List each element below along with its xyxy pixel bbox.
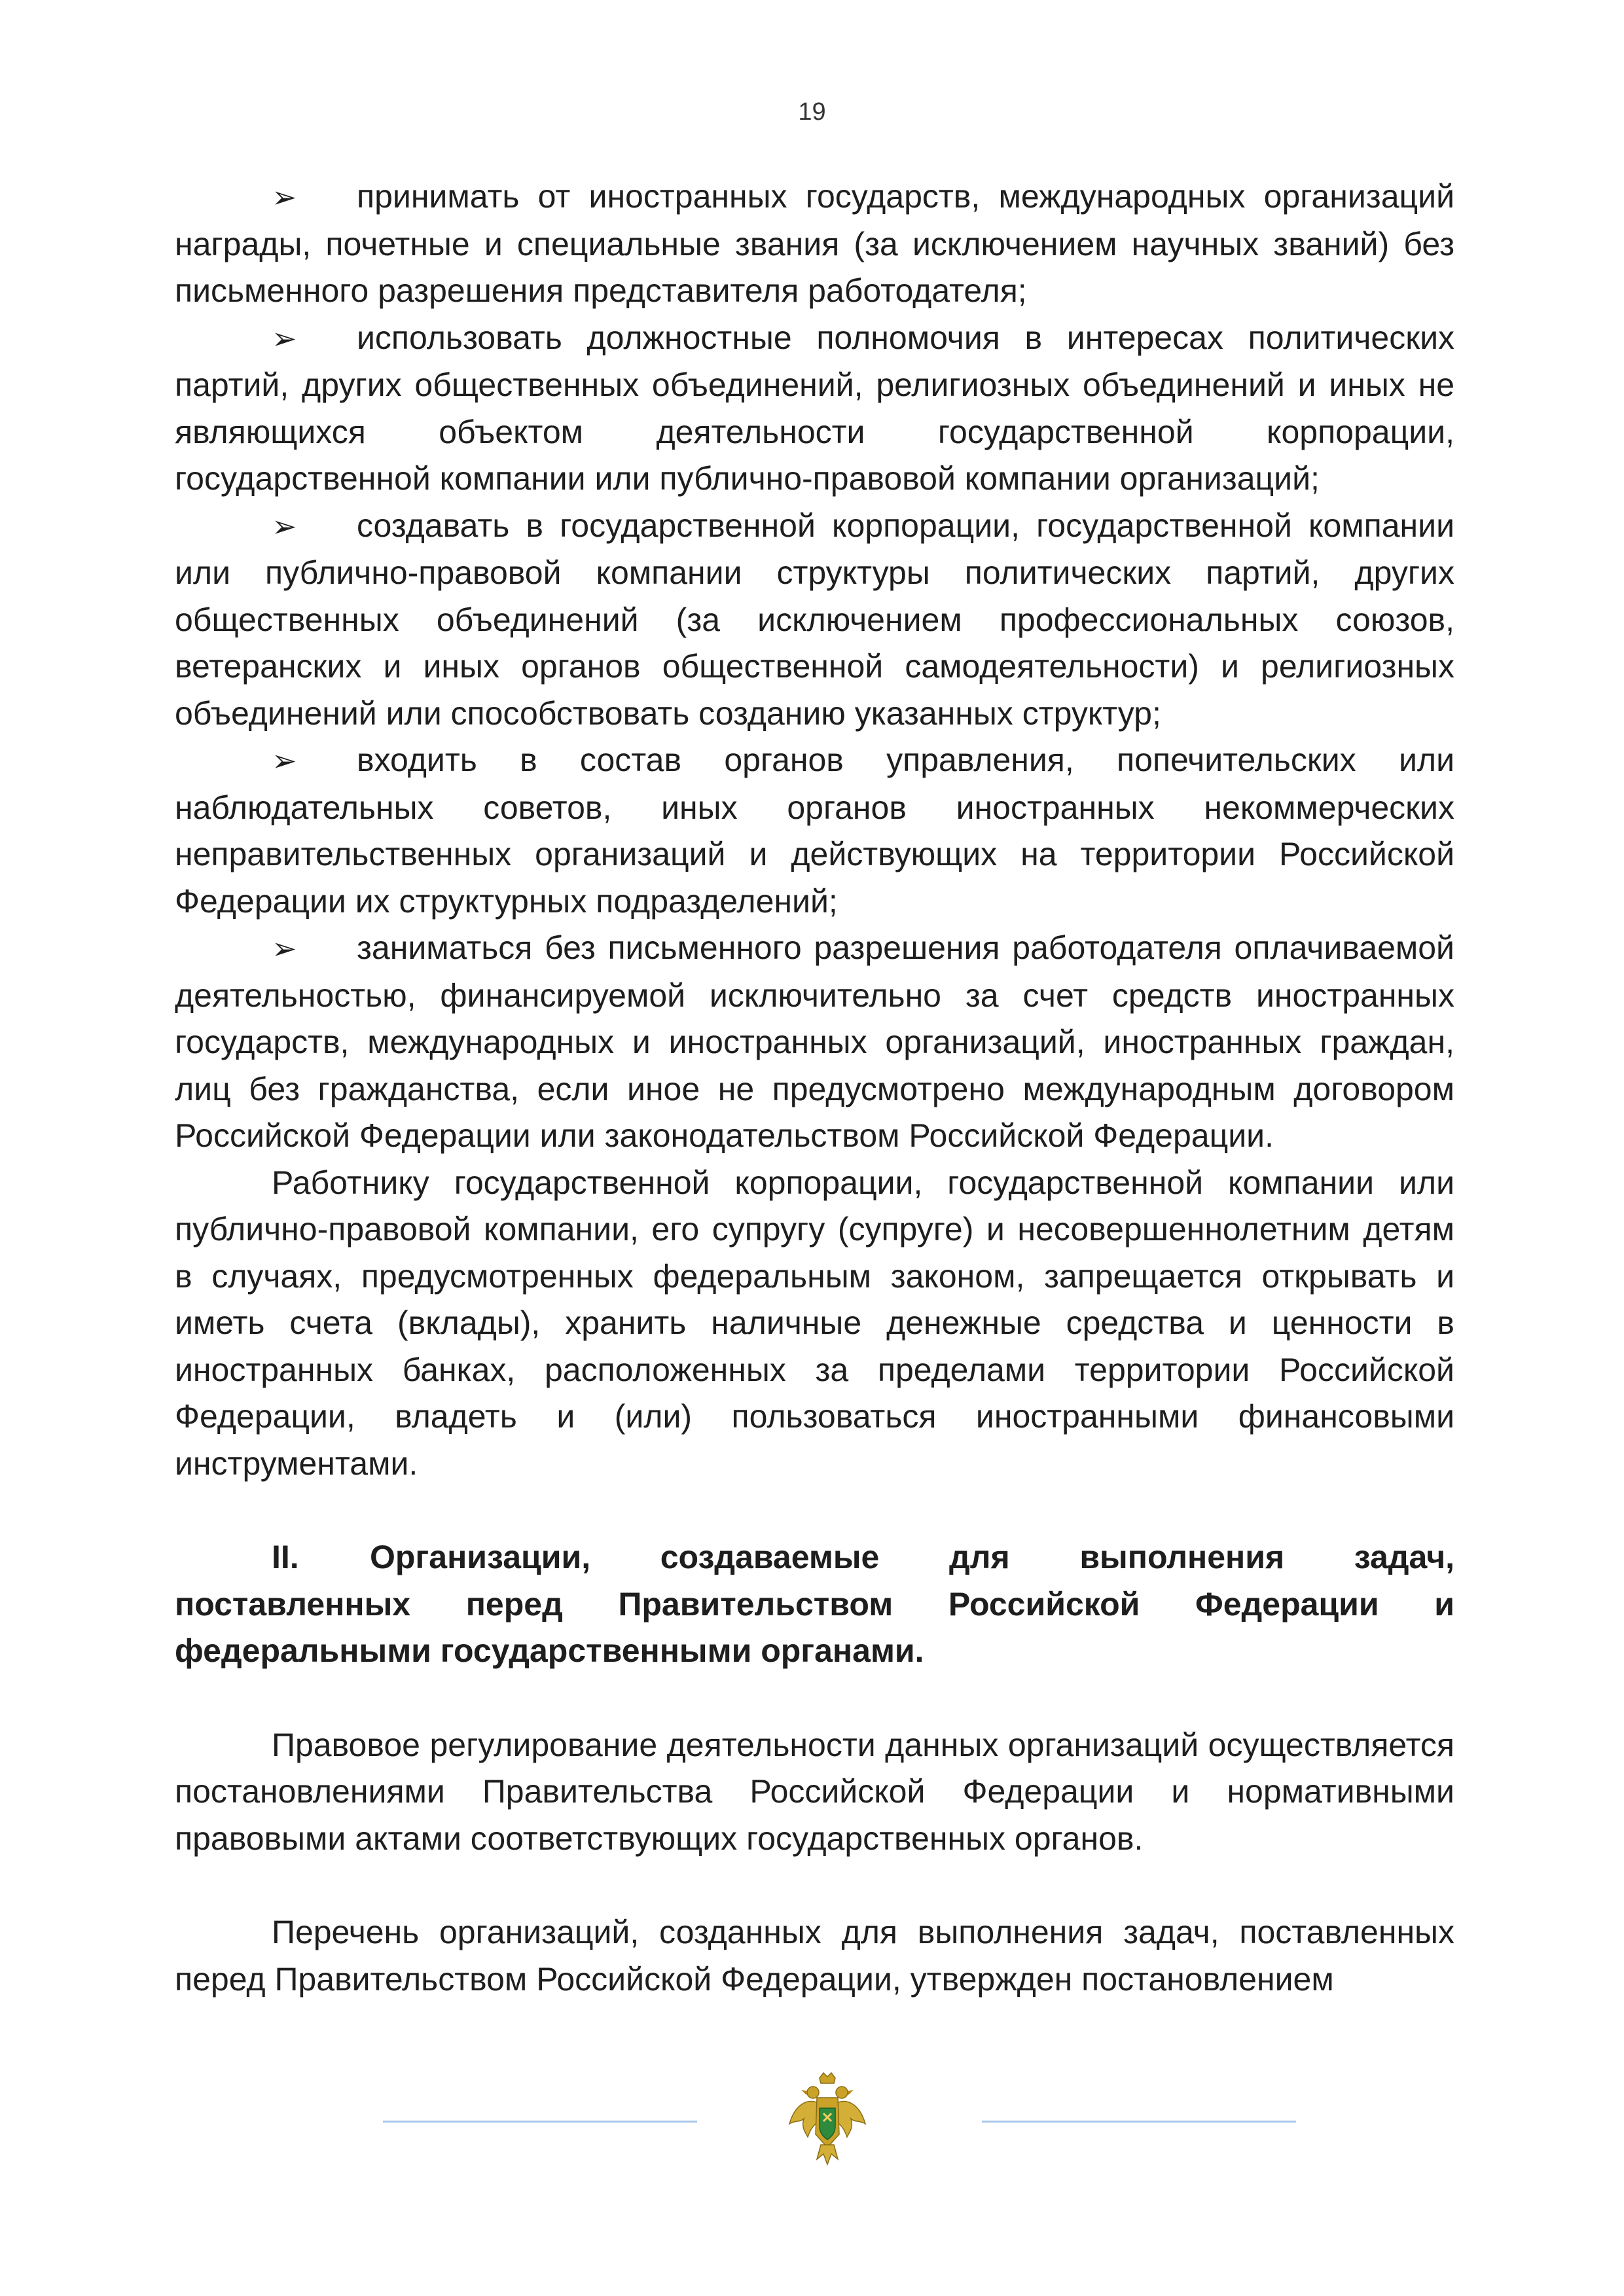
section-heading bbox=[175, 1534, 1454, 1675]
arrow-bullet-icon: ➢ bbox=[272, 743, 297, 778]
bullet-text: создавать в государственной корпорации, государственной компании или публично-правовой компании структуры политических партий, других общественных объединений (за исключением профессиональных союзов, ветеранских и иных органов общественной самодеятельности) и религиозных объединений или способствовать созданию указанных структур; bbox=[175, 507, 1454, 732]
footer-divider-left bbox=[383, 2121, 697, 2123]
bullet-item bbox=[175, 503, 1454, 738]
section-title: Организации, создаваемые для выполнения задач, поставленных перед Правительством Российской Федерации и федеральными государственными органами. bbox=[175, 1539, 1454, 1669]
page-number: 19 bbox=[798, 98, 826, 126]
arrow-bullet-icon: ➢ bbox=[272, 320, 297, 356]
bullet-text: использовать должностные полномочия в интересах политических партий, других общественных объединений, религиозных объединений и иных не являющихся объектом деятельности государственной корпорации, государственной компании или публично-правовой компании организаций; bbox=[175, 319, 1454, 497]
double-headed-eagle-emblem-icon bbox=[787, 2072, 868, 2170]
arrow-bullet-icon: ➢ bbox=[272, 508, 297, 544]
bullet-item bbox=[175, 173, 1454, 315]
arrow-bullet-icon: ➢ bbox=[272, 931, 297, 966]
body-paragraph: Работнику государственной корпорации, государственной компании или публично-правовой компании, его супругу (супруге) и несовершеннолетним детям в случаях, предусмотренных федеральным законом, запрещается открывать и иметь счета (вклады), хранить наличные денежные средства и ценности в иностранных банках, расположенных за пределами территории Российской Федерации, владеть и (или) пользоваться иностранными финансовыми инструментами. bbox=[175, 1164, 1454, 1482]
section-number: II. bbox=[272, 1539, 299, 1575]
bullet-item bbox=[175, 737, 1454, 925]
bullet-item bbox=[175, 315, 1454, 503]
page-content bbox=[175, 173, 1454, 2003]
bullet-item bbox=[175, 925, 1454, 1160]
footer-divider-right bbox=[982, 2121, 1296, 2123]
body-paragraph: Перечень организаций, созданных для выполнения задач, поставленных перед Правительством Российской Федерации, утвержден постановлением bbox=[175, 1914, 1454, 1998]
body-paragraph: Правовое регулирование деятельности данных организаций осуществляется постановлениями Правительства Российской Федерации и нормативными правовыми актами соответствующих государственных органов. bbox=[175, 1726, 1454, 1857]
bullet-text: принимать от иностранных государств, международных организаций награды, почетные и специальные звания (за исключением научных званий) без письменного разрешения представителя работодателя; bbox=[175, 178, 1454, 309]
bullet-text: входить в состав органов управления, попечительских или наблюдательных советов, иных органов иностранных некоммерческих неправительственных организаций и действующих на территории Российской Федерации их структурных подразделений; bbox=[175, 742, 1454, 920]
bullet-text: заниматься без письменного разрешения работодателя оплачиваемой деятельностью, финансируемой исключительно за счет средств иностранных государств, международных и иностранных организаций, иностранных граждан, лиц без гражданства, если иное не предусмотрено международным договором Российской Федерации или законодательством Российской Федерации. bbox=[175, 929, 1454, 1154]
arrow-bullet-icon: ➢ bbox=[272, 179, 297, 215]
